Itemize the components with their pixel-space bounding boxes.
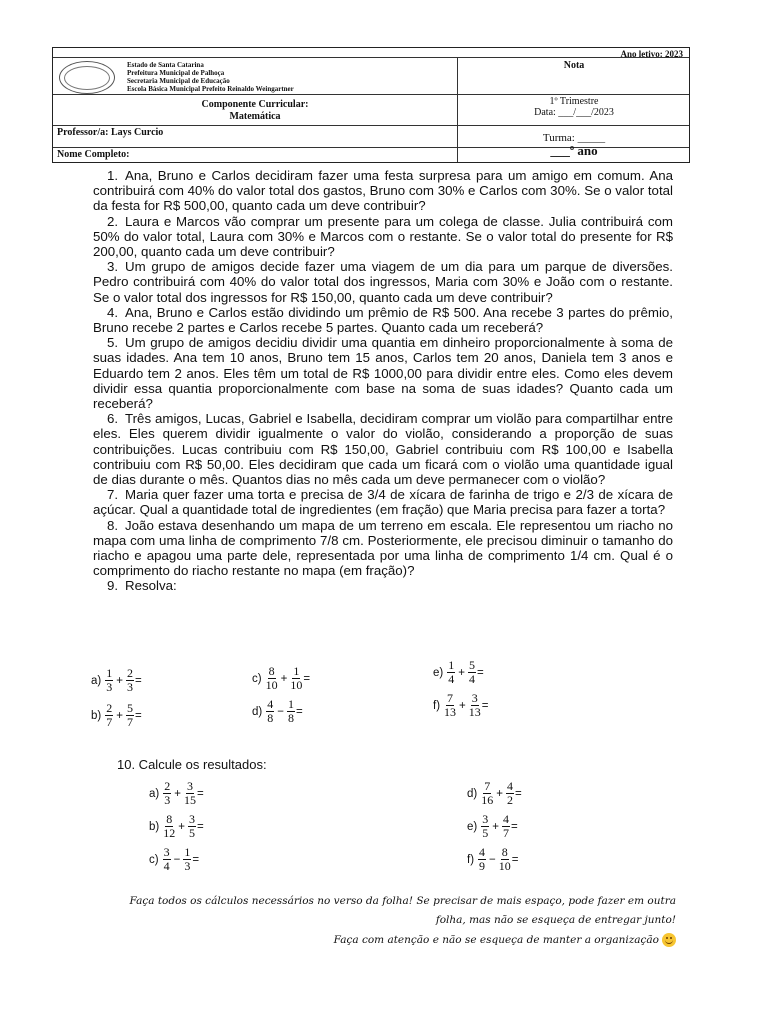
question-number: 2. <box>107 213 119 229</box>
q10-expression <box>467 780 522 807</box>
question-number: 3. <box>107 259 119 275</box>
fraction <box>183 846 191 873</box>
fraction <box>447 659 455 686</box>
numerator: 2 <box>106 701 113 715</box>
operator: − <box>173 853 181 866</box>
header-institution-row <box>53 58 689 95</box>
question <box>93 305 673 335</box>
equals-sign: = <box>511 853 519 866</box>
equals-sign: = <box>481 699 489 712</box>
question-text: Laura e Marcos vão comprar um presente para um colega de classe. Julia contribuirá com 50% do valor total, Laura com 30% e Marcos com o restante. Se o valor total do presente for R$ 200,00, quanto cada um deve contribuir? <box>93 213 673 260</box>
operator: + <box>178 820 185 833</box>
question-number: 6. <box>107 411 119 427</box>
numerator: 8 <box>268 664 275 678</box>
operator: + <box>496 787 503 800</box>
fraction <box>126 667 134 694</box>
fraction <box>105 702 113 729</box>
q9-expression <box>252 665 310 692</box>
fraction <box>290 665 302 692</box>
denominator: 2 <box>506 793 513 807</box>
equals-sign: = <box>192 853 200 866</box>
q10-expression <box>149 813 204 840</box>
q10-expression <box>149 780 204 807</box>
numerator: 8 <box>501 845 508 859</box>
numerator: 4 <box>502 812 509 826</box>
question-text: Um grupo de amigos decidiu dividir uma quantia em dinheiro proporcionalmente à soma de suas idades. Ana tem 10 anos, Bruno tem 15 anos, Carlos tem 20 anos, Daniela tem 3 anos e Eduardo tem 2 anos. Eles têm um total de R$ 1000,00 para dividir entre eles. Como eles devem dividir essa quantia proporcionalmente com base na soma de suas idades? Quanto cada um receberá? <box>93 335 673 412</box>
numerator: 5 <box>126 701 133 715</box>
expr-label: b) <box>91 709 102 722</box>
institution-line: Escola Básica Municipal Prefeito Reinaldo Weingartner <box>127 85 294 93</box>
operator: + <box>458 666 465 679</box>
fraction <box>105 667 113 694</box>
ano-letivo: Ano letivo: 2023 <box>620 49 683 59</box>
expr-label: c) <box>149 853 159 866</box>
professor: Professor/a: Lays Curcio <box>57 127 164 138</box>
fraction <box>188 813 196 840</box>
expr-label: f) <box>433 699 441 712</box>
denominator: 3 <box>184 859 191 873</box>
operator: + <box>116 674 123 687</box>
denominator: 3 <box>126 680 133 694</box>
numerator: 4 <box>506 779 513 793</box>
header-componente-row <box>53 95 689 126</box>
q10-expression <box>149 846 199 873</box>
footer-note-line: folha, mas não se esqueça de entregar junto! <box>435 914 676 926</box>
header-nome-row <box>53 143 689 162</box>
equals-sign: = <box>514 787 522 800</box>
numerator: 8 <box>166 812 173 826</box>
denominator: 3 <box>106 680 113 694</box>
denominator: 10 <box>290 678 303 692</box>
footer-note-line <box>334 933 676 947</box>
fraction <box>502 813 510 840</box>
operator: + <box>459 699 466 712</box>
fraction <box>126 702 134 729</box>
denominator: 4 <box>163 859 170 873</box>
question <box>93 168 673 214</box>
q9-expression <box>433 659 484 686</box>
question <box>93 259 673 305</box>
numerator: 7 <box>484 779 491 793</box>
header-table <box>52 47 690 163</box>
question <box>93 487 673 517</box>
question-text: Três amigos, Lucas, Gabriel e Isabella, decidiram comprar um violão para compartilhar entre eles. Eles querem dividir igualmente o valor do violão, considerando a proporção de suas contribuições. Lucas contribuiu com R$ 150,00, Gabriel contribuiu com R$ 100,00 e Isabella contribuiu com R$ 50,00. Eles decidiram que cada um ficará com o violão uma quantidade igual de dias durante o mês. Quantos dias no mês cada um deve permanecer com o violão? <box>93 411 673 488</box>
equals-sign: = <box>134 674 142 687</box>
numerator: 7 <box>447 691 454 705</box>
question-text: Resolva: <box>125 578 177 594</box>
denominator: 9 <box>479 859 486 873</box>
numerator: 4 <box>479 845 486 859</box>
question-number: 1. <box>107 168 119 183</box>
q10-expression <box>467 846 518 873</box>
fraction <box>163 780 171 807</box>
numerator: 3 <box>163 845 170 859</box>
q9-expression <box>91 702 142 729</box>
question-number: 5. <box>107 335 119 351</box>
numerator: 4 <box>267 697 274 711</box>
fraction <box>468 659 476 686</box>
question-text: Maria quer fazer uma torta e precisa de 3/4 de xícara de farinha de trigo e 2/3 de xícara de açúcar. Qual a quantidade total de ingredientes (em fração) que Maria precisa para fazer a torta? <box>93 487 673 518</box>
winking-smiley-icon <box>662 933 676 947</box>
question-text: Ana, Bruno e Carlos decidiram fazer uma festa surpresa para um amigo em comum. Ana contribuirá com 40% do valor total dos gastos, Bruno com 30% e Carlos com 30%. Se o valor total da festa for R$ 500,00, quanto cada um deve contribuir? <box>93 168 673 214</box>
fraction <box>469 692 481 719</box>
denominator: 15 <box>183 793 196 807</box>
nome-completo-field[interactable]: Nome Completo: <box>57 149 130 160</box>
question <box>93 518 673 579</box>
expr-label: a) <box>91 674 102 687</box>
expr-label: b) <box>149 820 160 833</box>
expr-label: e) <box>467 820 478 833</box>
question-number: 8. <box>107 517 119 533</box>
denominator: 13 <box>468 705 481 719</box>
fraction <box>266 665 278 692</box>
equals-sign: = <box>196 820 204 833</box>
turma-field[interactable]: Turma: _____ <box>542 132 606 144</box>
fraction <box>481 780 493 807</box>
denominator: 7 <box>502 826 509 840</box>
expr-label: a) <box>149 787 160 800</box>
question-text: João estava desenhando um mapa de um terreno em escala. Ele representou um riacho no mapa com uma linha de comprimento 7/8 cm. Posteriormente, ele precisou diminuir o tamanho do riacho e apagou uma parte dele, representada por uma linha de comprimento 1/4 cm. Qual é o comprimento do riacho restante no mapa (em fração)? <box>93 517 673 579</box>
equals-sign: = <box>134 709 142 722</box>
numerator: 1 <box>184 845 191 859</box>
data-field: Data: ___/___/2023 <box>534 107 614 118</box>
question-number: 7. <box>107 487 119 503</box>
expr-label: d) <box>252 705 263 718</box>
denominator: 13 <box>444 705 457 719</box>
operator: + <box>116 709 123 722</box>
equals-sign: = <box>303 672 311 685</box>
numerator: 2 <box>164 779 171 793</box>
fraction <box>266 698 274 725</box>
question <box>93 214 673 260</box>
institution-line: Secretaria Municipal de Educação <box>127 77 230 85</box>
numerator: 1 <box>293 664 300 678</box>
denominator: 10 <box>265 678 278 692</box>
question-number: 4. <box>107 304 119 320</box>
fraction <box>481 813 489 840</box>
fraction <box>163 846 171 873</box>
denominator: 7 <box>126 715 133 729</box>
numerator: 1 <box>106 666 113 680</box>
fraction <box>499 846 511 873</box>
numerator: 3 <box>471 691 478 705</box>
denominator: 16 <box>481 793 494 807</box>
numerator: 1 <box>287 697 294 711</box>
fraction <box>184 780 196 807</box>
numerator: 3 <box>186 779 193 793</box>
fraction <box>444 692 456 719</box>
denominator: 8 <box>287 711 294 725</box>
operator: + <box>174 787 181 800</box>
numerator: 1 <box>448 658 455 672</box>
denominator: 10 <box>498 859 511 873</box>
denominator: 7 <box>106 715 113 729</box>
denominator: 5 <box>482 826 489 840</box>
header-divider <box>457 58 458 162</box>
institution-block <box>127 61 294 93</box>
question-10-title: 10. Calcule os resultados: <box>117 757 267 772</box>
q10-expression <box>467 813 518 840</box>
equals-sign: = <box>196 787 204 800</box>
equals-sign: = <box>476 666 484 679</box>
footer-note-text: Faça com atenção e não se esqueça de manter a organização <box>333 934 659 946</box>
operator: + <box>492 820 499 833</box>
numerator: 5 <box>468 658 475 672</box>
expr-label: c) <box>252 672 262 685</box>
school-logo-icon <box>59 61 115 94</box>
fraction <box>506 780 514 807</box>
q9-expression <box>433 692 488 719</box>
questions-list <box>93 168 673 594</box>
q9-expression <box>91 667 142 694</box>
operator: − <box>277 705 284 718</box>
operator: − <box>489 853 496 866</box>
expr-label: f) <box>467 853 475 866</box>
fraction <box>163 813 175 840</box>
denominator: 12 <box>163 826 176 840</box>
expr-label: e) <box>433 666 444 679</box>
equals-sign: = <box>510 820 518 833</box>
question-number: 9. <box>107 578 119 594</box>
question-text: Ana, Bruno e Carlos estão dividindo um prêmio de R$ 500. Ana recebe 3 partes do prêmio, Bruno recebe 2 partes e Carlos recebe 5 partes. Quanto cada um receberá? <box>93 304 673 336</box>
componente-value: Matemática <box>229 111 281 122</box>
fraction <box>287 698 295 725</box>
numerator: 3 <box>482 812 489 826</box>
denominator: 8 <box>267 711 274 725</box>
question-text: Um grupo de amigos decide fazer uma viagem de um dia para um parque de diversões. Pedro contribuirá com 40% do valor total dos ingressos, Maria com 30% e João com o restante. Se o valor total dos ingressos for R$ 150,00, quanto cada um deve contribuir? <box>93 259 673 305</box>
q9-expression <box>252 698 303 725</box>
numerator: 2 <box>126 666 133 680</box>
denominator: 3 <box>164 793 171 807</box>
footer-note-line: Faça todos os cálculos necessários no verso da folha! Se precisar de mais espaço, pode fazer em outra <box>129 895 676 907</box>
institution-line: Prefeitura Municipal de Palhoça <box>127 69 225 77</box>
fraction <box>478 846 486 873</box>
question <box>93 335 673 411</box>
denominator: 4 <box>468 672 475 686</box>
nota-label: Nota <box>563 60 585 71</box>
ano-field[interactable]: ___º ano <box>550 143 598 158</box>
question <box>93 411 673 487</box>
denominator: 5 <box>188 826 195 840</box>
institution-line: Estado de Santa Catarina <box>127 61 204 69</box>
operator: + <box>280 672 288 685</box>
denominator: 4 <box>448 672 455 686</box>
componente-label: Componente Curricular: <box>201 99 309 110</box>
trimestre: 1º Trimestre <box>549 96 599 107</box>
header-top-row <box>53 48 689 58</box>
numerator: 3 <box>188 812 195 826</box>
expr-label: d) <box>467 787 478 800</box>
equals-sign: = <box>295 705 303 718</box>
question <box>93 578 673 593</box>
